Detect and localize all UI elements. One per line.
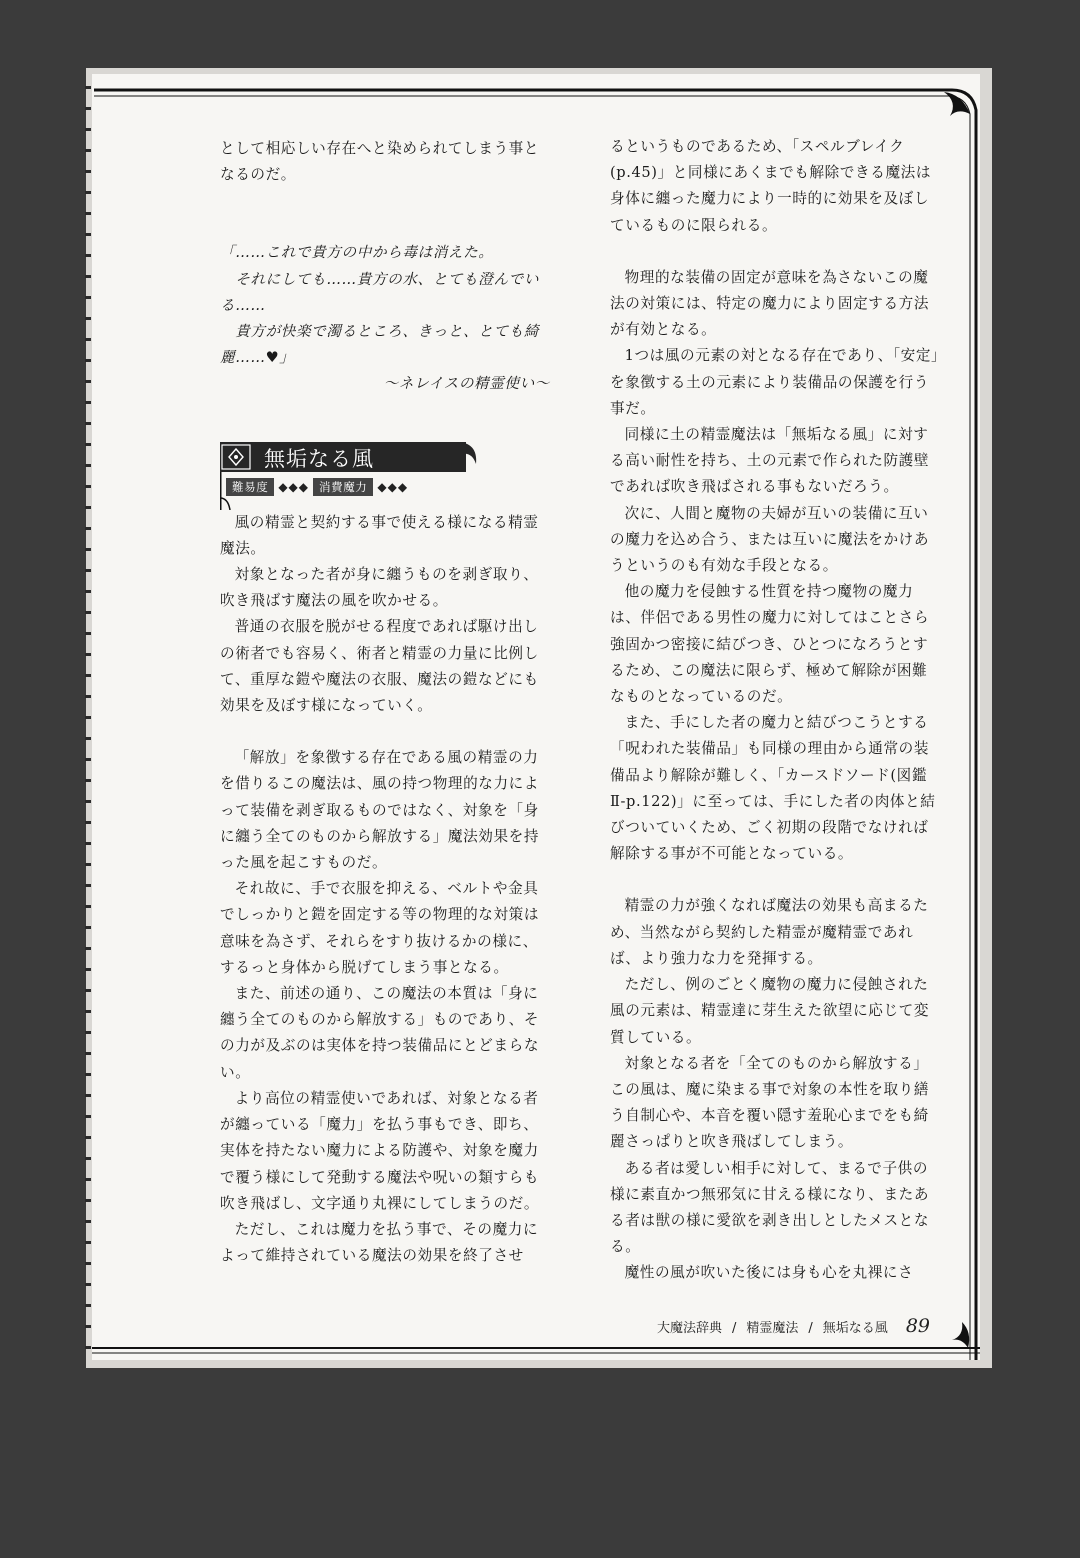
- paragraph: 他の魔力を侵蝕する性質を持つ魔物の魔力は、伴侶である男性の魔力に対してはことさら強固かつ密接に結びつき、ひとつになろうとするため、この魔法に限らず、極めて解除が困難なものとなっているのだ。: [610, 583, 930, 706]
- paragraph: 精霊の力が強くなれば魔法の効果も高まるため、当然ながら契約した精霊が魔精霊であれば、より強力な力を発揮する。: [610, 897, 929, 967]
- paragraph: 風の精霊と契約する事で使える様になる精霊魔法。: [220, 513, 539, 557]
- cost-label: 消費魔力: [313, 478, 373, 496]
- paragraph: 魔性の風が吹いた後には身も心を丸裸にさ: [624, 1264, 914, 1282]
- difficulty-row: [226, 478, 408, 496]
- paragraph: また、前述の通り、この魔法の本質は「身に纏う全てのものから解放する」ものであり、その力が及ぶのは実体を持つ装備品にとどまらない。: [220, 985, 540, 1081]
- paragraph: ある者は愛しい相手に対して、まるで子供の様に素直かつ無邪気に甘える様になり、またある者は獣の様に愛欲を剥き出しとしたメスとなる。: [610, 1159, 930, 1256]
- right-paragraphs-a: [610, 134, 940, 239]
- paragraph: また、手にした者の魔力と結びつこうとする「呪われた装備品」も同様の理由から通常の装備品より解除が難しく、「カースドソード(図鑑Ⅱ-p.122)」に至っては、手にした者の肉体と結びついていくため、ごく初期の段階でなければ解除する事が不可能となっている。: [610, 714, 936, 863]
- footer-entry: 無垢なる風: [822, 1321, 888, 1336]
- quote-signature: 〜ネレイスの精霊使い〜: [383, 375, 550, 393]
- paragraph: 1つは風の元素の対となる存在であり、「安定」を象徴する土の元素により装備品の保護を行う事だ。: [610, 347, 939, 417]
- cost-diamonds: ◆◆◆: [377, 479, 409, 494]
- difficulty-diamonds: ◆◆◆: [278, 479, 309, 494]
- paragraph: として相応しい存在へと染められてしまう事となるのだ。: [220, 140, 540, 184]
- footer-separator: /: [732, 1321, 737, 1336]
- paragraph: 対象となる者を「全てのものから解放する」この風は、魔に染まる事で対象の本性を取り繕う自制心や、本音を覆い隠す羞恥心までをも綺麗さっぱりと吹き飛ばしてしまう。: [610, 1054, 930, 1151]
- paragraph: 「解放」を象徴する存在である風の精霊の力を借りるこの魔法は、風の持つ物理的な力によって装備を剥ぎ取るものではなく、対象を「身に纏う全てのものから解放する」魔法効果を持った風を起こすものだ。: [220, 749, 540, 872]
- paragraph: るというものであるため、「スペルブレイク(p.45)」と同様にあくまでも解除できる魔法は身体に纏った魔力により一時的に効果を及ぼしているものに限られる。: [610, 138, 932, 234]
- quote-line: 貴方が快楽で濁るところ、きっと、とても綺麗……♥」: [220, 323, 540, 367]
- section-title: 無垢なる風: [264, 446, 374, 471]
- paragraph: 普通の衣服を脱がせる程度であれば駆け出しの術者でも容易く、術者と精霊の力量に比例して、重厚な鎧や魔法の衣服、魔法の鎧などにも効果を及ぼす様になっていく。: [220, 618, 539, 715]
- quote-line: それにしても……貴方の水、とても澄んでいる……: [220, 270, 540, 314]
- running-footer: [657, 1315, 930, 1337]
- paragraph: それ故に、手で衣服を抑える、ベルトや金具でしっかりと鎧を固定する等の物理的な対策は意味を為さず、それらをすり抜けるかの様に、するっと身体から脱げてしまう事となる。: [220, 880, 540, 976]
- quote-line: 「……これで貴方の中から毒は消えた。: [220, 244, 494, 262]
- book-page: [92, 74, 980, 1360]
- left-paragraphs-b: [220, 745, 550, 1269]
- quote-block: [220, 240, 550, 397]
- right-paragraphs-b: [610, 265, 940, 868]
- paragraph: 次に、人間と魔物の夫婦が互いの装備に互いの魔力を込め合う、または互いに魔法をかけあうというのも有効な手段となる。: [610, 504, 930, 575]
- paragraph: 対象となった者が身に纏うものを剥ぎ取り、吹き飛ばす魔法の風を吹かせる。: [220, 566, 539, 610]
- section-header: [220, 440, 550, 510]
- left-intro: [220, 136, 550, 188]
- paragraph: より高位の精霊使いであれば、対象となる者が纏っている「魔力」を払う事もでき、即ち、実体を持たない魔力による防護や、対象を魔力で覆う様にして発動する魔法や呪いの類すらも吹き飛ばし、文字通り丸裸にしてしまうのだ。: [220, 1089, 540, 1212]
- page-number: 89: [905, 1315, 930, 1337]
- right-paragraphs-c: [610, 893, 940, 1286]
- paragraph: ただし、これは魔力を払う事で、その魔力によって維持されている魔法の効果を終了させ: [220, 1220, 539, 1265]
- footer-separator: /: [808, 1321, 813, 1336]
- left-paragraphs-a: [220, 510, 550, 720]
- right-column: [610, 134, 940, 1287]
- difficulty-label: 難易度: [226, 478, 274, 496]
- paragraph: 同様に土の精霊魔法は「無垢なる風」に対する高い耐性を持ち、土の元素で作られた防護壁であれば吹き飛ばされる事もないだろう。: [610, 426, 930, 496]
- paragraph: ただし、例のごとく魔物の魔力に侵蝕された風の元素は、精霊達に芽生えた欲望に応じて変質している。: [610, 976, 930, 1046]
- footer-book: 大魔法辞典: [656, 1321, 722, 1336]
- paragraph: 物理的な装備の固定が意味を為さないこの魔法の対策には、特定の魔力により固定する方法が有効となる。: [610, 268, 930, 339]
- left-column: [220, 136, 550, 1269]
- footer-category: 精霊魔法: [746, 1321, 799, 1336]
